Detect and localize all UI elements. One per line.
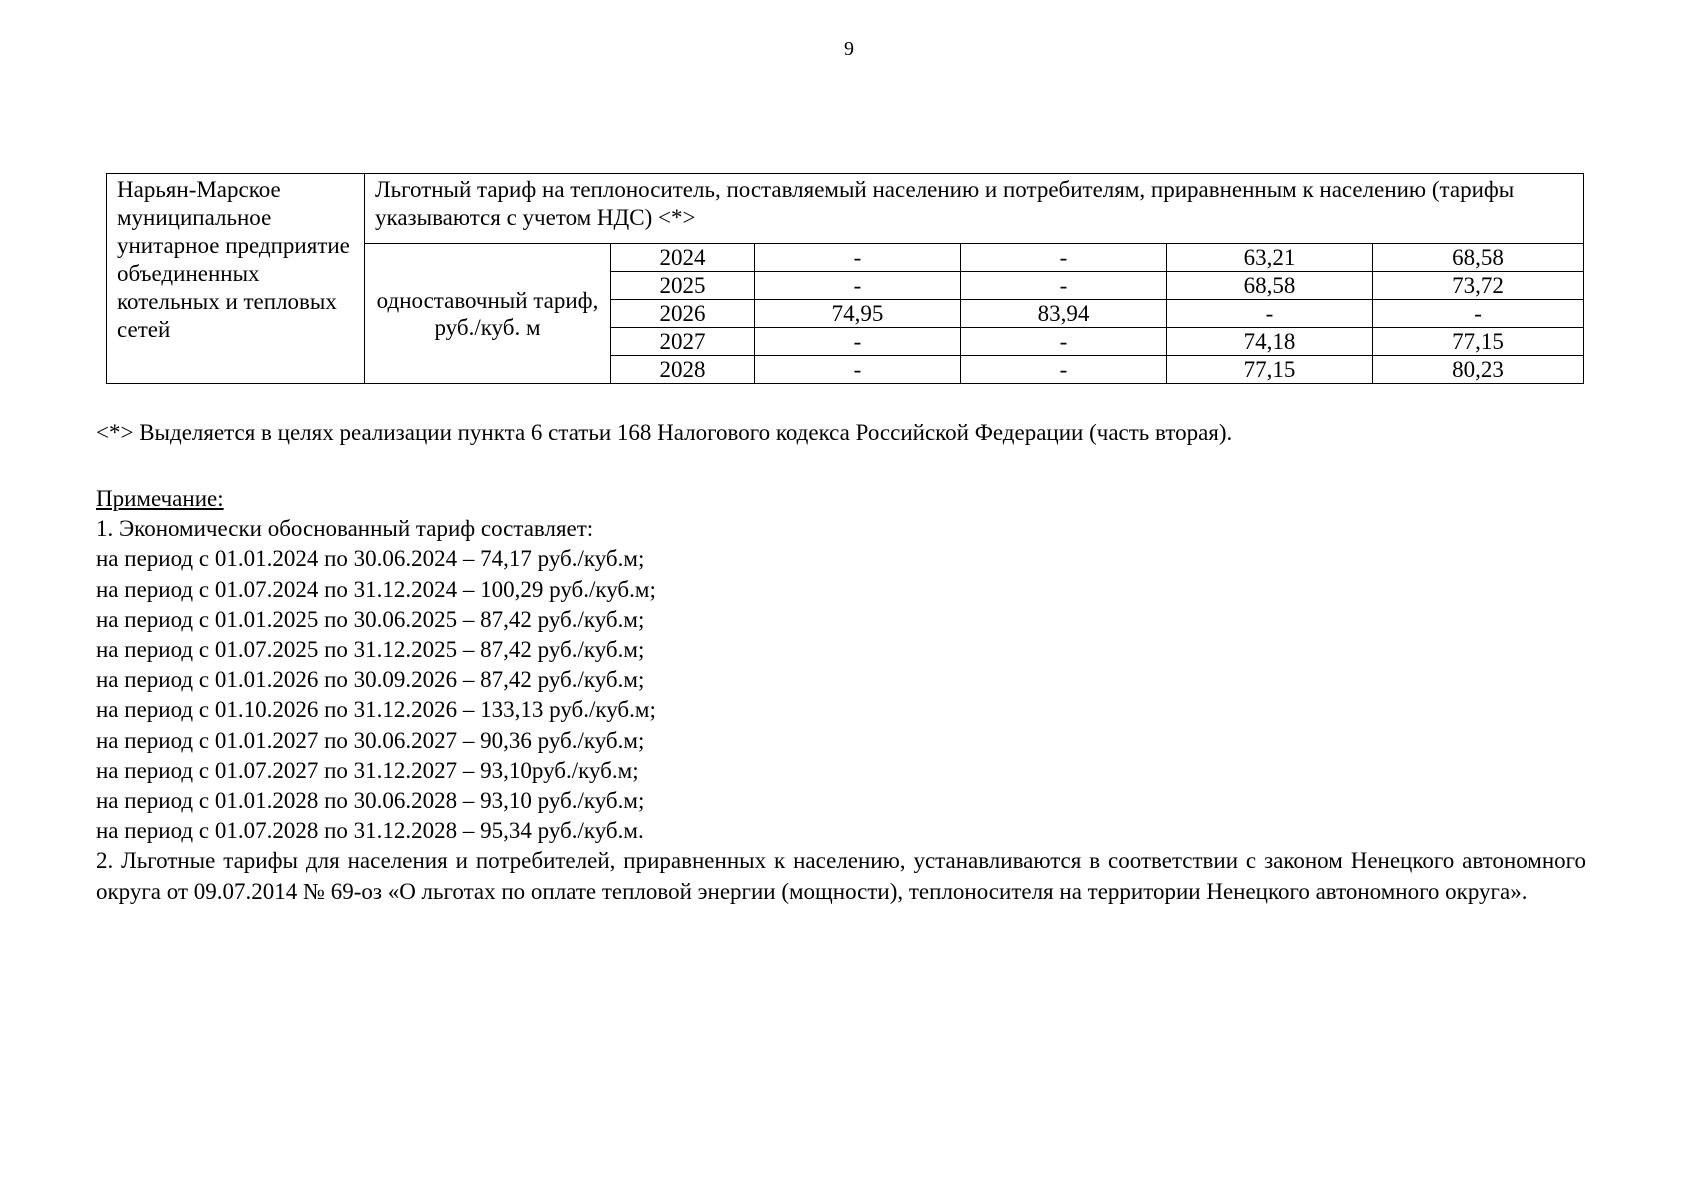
value-cell: - (961, 328, 1167, 356)
value-cell: - (961, 356, 1167, 384)
notes-title: Примечание: (96, 486, 224, 511)
period-line: на период с 01.01.2025 по 30.06.2025 – 87,42 руб./куб.м; (96, 606, 645, 632)
value-cell: 74,95 (755, 300, 961, 328)
value-cell: 73,72 (1373, 272, 1584, 300)
page-number: 9 (844, 38, 854, 60)
period-line: на период с 01.01.2028 по 30.06.2028 – 93,10 руб./куб.м; (96, 788, 645, 814)
value-cell: 68,58 (1373, 244, 1584, 272)
value-cell: - (1167, 300, 1373, 328)
value-cell: 80,23 (1373, 356, 1584, 384)
organization-name: Нарьян-Марское муниципальное унитарное предприятие объединенных котельных и тепловых сетей (107, 174, 365, 384)
tariff-header: Льготный тариф на теплоноситель, поставляемый населению и потребителям, приравненным к населению (тарифы указываются с учетом НДС) <*> (365, 174, 1584, 244)
period-line: на период с 01.01.2027 по 30.06.2027 – 90,36 руб./куб.м; (96, 727, 645, 753)
notes-item-2: 2. Льготные тарифы для населения и потребителей, приравненных к населению, устанавливаются в соответствии с законом Ненецкого автономного округа от 09.07.2014 № 69-оз «О льготах по оплате тепловой энергии (мощности), теплоносителя на территории Ненецкого автономного округа». (96, 848, 1586, 904)
rate-type-label: одноставочный тариф, руб./куб. м (365, 244, 611, 384)
period-line: на период с 01.10.2026 по 31.12.2026 – 133,13 руб./куб.м; (96, 697, 656, 723)
year-cell: 2025 (611, 272, 755, 300)
value-cell: 63,21 (1167, 244, 1373, 272)
period-line: на период с 01.07.2027 по 31.12.2027 – 93,10руб./куб.м; (96, 757, 639, 783)
year-cell: 2028 (611, 356, 755, 384)
year-cell: 2024 (611, 244, 755, 272)
tariff-table (106, 173, 1584, 384)
value-cell: 83,94 (961, 300, 1167, 328)
value-cell: 74,18 (1167, 328, 1373, 356)
period-line: на период с 01.07.2028 по 31.12.2028 – 95,34 руб./куб.м. (96, 818, 644, 844)
value-cell: 77,15 (1167, 356, 1373, 384)
year-cell: 2027 (611, 328, 755, 356)
notes-section (96, 484, 1586, 907)
footnote: <*> Выделяется в целях реализации пункта 6 статьи 168 Налогового кодекса Российской Федерации (часть вторая). (96, 420, 1233, 445)
period-line: на период с 01.01.2026 по 30.09.2026 – 87,42 руб./куб.м; (96, 667, 645, 693)
value-cell: 68,58 (1167, 272, 1373, 300)
value-cell: 77,15 (1373, 328, 1584, 356)
period-line: на период с 01.01.2024 по 30.06.2024 – 74,17 руб./куб.м; (96, 546, 645, 572)
period-line: на период с 01.07.2025 по 31.12.2025 – 87,42 руб./куб.м; (96, 637, 645, 663)
value-cell: - (755, 244, 961, 272)
value-cell: - (961, 272, 1167, 300)
value-cell: - (755, 272, 961, 300)
value-cell: - (755, 328, 961, 356)
table-header-row (107, 174, 1584, 244)
value-cell: - (961, 244, 1167, 272)
notes-item-1-heading: 1. Экономически обоснованный тариф составляет: (96, 516, 594, 542)
period-line: на период с 01.07.2024 по 31.12.2024 – 100,29 руб./куб.м; (96, 576, 656, 602)
year-cell: 2026 (611, 300, 755, 328)
value-cell: - (755, 356, 961, 384)
value-cell: - (1373, 300, 1584, 328)
